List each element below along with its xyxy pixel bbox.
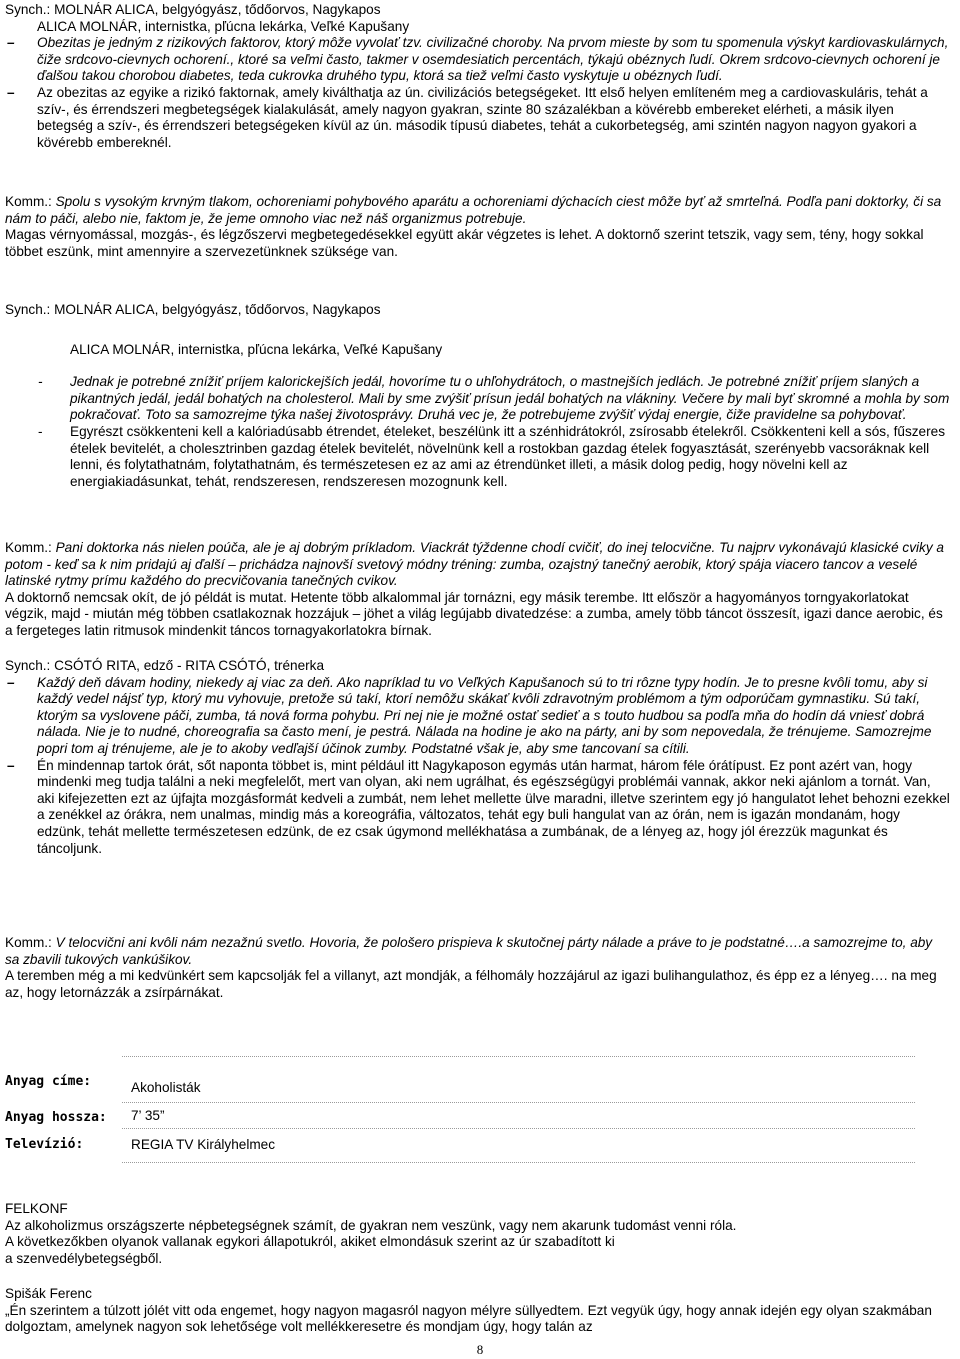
komm-block-2 [5,540,950,640]
komm-text-hungarian: A teremben még a mi kedvünkért sem kapcsolják fel a villanyt, azt mondják, a félhomály hozzájárul az igazi bulihangulathoz, és épp ez a lényeg…. na meg az, hogy letornázzák a zsírpárnákat. [5,968,937,1000]
felkonf-heading: FELKONF [5,1201,68,1216]
synch-speaker-line: Synch.: CSÓTÓ RITA, edző - RITA CSÓTÓ, trénerka [5,658,325,673]
television-label: Televízió: [5,1137,84,1152]
komm-text-slovak: Spolu s vysokým krvným tlakom, ochoreniami pohybového aparátu a ochoreniami dýchacích ciest môže byť až smrteľná. Podľa pani doktorky, či sa nám to páči, alebo nie, faktom je, že jeme omnoho viac než náš organizmus potrebuje. [5,194,942,226]
komm-text-slovak: Pani doktorka nás nielen poúča, ale je aj dobrým príkladom. Viackrát týždenne chodí cvičiť, do inej telocvične. Tu najprv vykonávajú klasické cviky a potom - keď sa k nim pridajú aj ďalší – prichádza najnovší svetový módny tréning: zumba, ozajstný tanečný aerobik, ktorý spája viacero tancov a veselé latinské rytmy prímu každého do precvičovania tanečných cvikov. [5,540,944,589]
metadata-divider [122,1056,915,1057]
synch-block-3 [5,658,950,857]
felkonf-block [5,1201,950,1267]
page-number: 8 [476,1342,484,1357]
komm-label: Komm.: [5,194,52,209]
metadata-divider [122,1162,915,1163]
metadata-divider [122,1102,915,1103]
synch-block-1 [5,2,950,151]
komm-text-hungarian: A doktornő nemcsak okít, de jó példát is mutat. Hetente több alkalommal jár tornázni, egy másik terembe. Itt először a hagyományos torngyakorlatokat végzik, majd - miután még többen csatlakoznak hozzájuk – jöhet a világ legújabb divatedzése: a zumba, amely több táncot összesít, igazi dance aerobic, és a fergeteges latin ritmusok mindenkit táncos tornagyakorlatokra bírnak. [5,589,943,638]
quote-hungarian: – Én mindennap tartok órát, sőt naponta többet is, mint például itt Nagykaposon egymás után harmat, három féle órátípust. Ez pont azért van, hogy mindenki meg tudja találni a neki megfelelőt, mert van olyan, aki nem ugrálhat, és egészségügyi problémái vannak, akkor neki ajánlom a tornát. Van, aki kifejezetten ezt az újfajta mozgásformát kedveli a zumbát, nem lehet mellette ülve maradni, illetve szerintem egy jó hangulatot lehet behozni ezekkel a zenékkel az órákra, nem unalmas, mindig más a koreográfia, változatos, tehát egy buli hangulat van az órán, nem is igazán mondanám, hogy edzünk, tehát mellette természetesen edzünk, de ez csak úgymond mellékhatása a zumbának, de a lényeg az, hogy jól érezzük magunkat és táncoljunk. [5,758,950,858]
speaker-name: Spišák Ferenc [5,1286,92,1301]
felkonf-paragraph: a szenvedélybetegségből. [5,1250,163,1266]
komm-label: Komm.: [5,935,52,950]
synch-block-2 [5,302,950,490]
komm-text-hungarian: Magas vérnyomással, mozgás-, és légzőszervi megbetegedésekkel együtt akár végzetes is lehet. A doktornő szerint tetszik, vagy sem, tény, hogy sokkal többet eszünk, mint amennyire a szervezetünknek szüksége van. [5,227,924,259]
television-value: REGIA TV Királyhelmec [131,1137,276,1152]
synch-speaker-line: Synch.: MOLNÁR ALICA, belgyógyász, tődőorvos, Nagykapos [5,302,381,317]
synch-speaker-line: Synch.: MOLNÁR ALICA, belgyógyász, tődőorvos, Nagykapos [5,2,381,17]
synch-speaker-line-translation: ALICA MOLNÁR, internistka, pľúcna lekárka, Veľké Kapušany [37,18,410,34]
material-title-label: Anyag címe: [5,1074,92,1089]
komm-text-slovak: V telocvični ani kvôli nám nezažnú svetlo. Hovoria, že pološero prispieva k skutočnej párty nálade a práve to je podstatné….a samozrejme to, aby sa zbavili tukových vankúšikov. [5,935,933,967]
quote-slovak: – Obezitas je jedným z rizikových faktorov, ktorý môže vyvolať tzv. civilizačné choroby. Na prvom mieste by som tu spomenula výskyt kardiovaskulárnych, čiže srdcovo-cievnych ochorení., ktoré sa veľmi často, takmer v osemdesiatich percentách, týkajú obéznych ľudí. Okrem srdcovo-cievnych ochorení je ďalšou takou chorobou diabetes, teda cukrovka druhého typu, ktorá sa tiež veľmi často vyskytuje u obéznych ľudí. [5,35,950,85]
komm-label: Komm.: [5,540,52,555]
speaker-quote: „Én szerintem a túlzott jólét vitt oda engemet, hogy nagyon magasról nagyon mélyre süllyedtem. Ezt vegyük úgy, hogy annak idején egy olyan szakmában dolgoztam, amelynek nagyon sok lehetősége volt mellékkeresetre és mondjam úgy, hogy talán az [5,1302,932,1335]
spisak-block [5,1286,950,1336]
quote-hungarian: – Az obezitas az egyike a rizikó faktornak, amely kiválthatja az ún. civilizációs betegségeket. Itt első helyen említeném meg a cardiovaskuláris, tehát a szív-, és érrendszeri megbetegségek kialakulását, amely nagyon gyakran, szinte 80 százalékban a kövérebb embereket elérheti, a másik ilyen betegség a szív-, és érrendszeri betegségeken kívül az ún. második típusú diabetes, tehát a cukorbetegség, ami szintén nagyon nagyon gyakori a kövérebb embereknél. [5,85,950,151]
quote-hungarian: - Egyrészt csökkenteni kell a kalóriadúsabb étrendet, ételeket, beszélünk itt a szénhidrátokról, zsírosabb ételekről. Csökkenteni kell a sós, fűszeres ételek bevitelét, a cholesztrinben gazdag ételek bevitelét, növelnünk kell a rostokban gazdag ételek fogyasztását, szerényebb vacsoráknak kell lenni, és folytathatnám, folytathatnám, és természetesen ez az ami az étrendünket illeti, a másik dolog pedig, hogy növelni kell az energiakiadásunkat, tehát, rendszeresen, rendszeresen mozognunk kell. [5,424,950,490]
material-length-label: Anyag hossza: [5,1110,107,1125]
material-title-value: Akoholisták [131,1080,201,1095]
felkonf-paragraph: Az alkoholizmus országszerte népbetegségnek számít, de gyakran nem veszünk, vagy nem akarunk tudomást venni róla. [5,1217,737,1233]
komm-block-3 [5,935,950,1001]
felkonf-paragraph: A következőkben olyanok vallanak egykori állapotukról, akiket elmondásuk szerint az úr szabadított ki [5,1234,615,1250]
quote-slovak: – Každý deň dávam hodiny, niekedy aj viac za deň. Ako napríklad tu vo Veľkých Kapušanoch sú to tri rôzne typy hodín. Je to presne kvôli tomu, aby si každý vedel nájsť typ, ktorý mu vyhovuje, pretože sú takí, ktorí nemôžu skákať kvôli zdravotným problémom a tým odporúčam gymnastiku. Sú takí, ktorým sa vyslovene páči, zumba, tá nová forma pohybu. Pri nej nie je možné ostať sedieť a s touto hudbou sa podľa mňa do hodín dá vniesť dobrá nálada. Nie je to nudné, choreografia sa často mení, je pestrá. Nálada na hodine je ako na párty, ani by som nepovedala, že trénujeme. Samozrejme popri tom aj trénujeme, ale je to akoby vedľajší účinok zumby. Podstatné však je, aby sme tancovaní sa cítili. [5,675,950,758]
material-length-value: 7’ 35” [131,1108,165,1123]
metadata-divider [122,1128,915,1129]
quote-slovak: - Jednak je potrebné znížiť príjem kalorickejších jedál, hovoríme tu o uhľohydrátoch, o mastnejších jedlách. Je potrebné znížiť príjem slaných a pikantných jedál, jedál bohatých na cholesterol. Mali by sme zvýšiť prísun jedál bohatých na vlákniny. Večere by mali byť skromné a mohla by som pokračovať. Toto sa samozrejme týka našej životosprávy. Druhá vec je, že potrebujeme zvýšiť výdaj energie, čiže pravidelne sa pohybovať. [5,374,950,424]
synch-speaker-line-translation: ALICA MOLNÁR, internistka, pľúcna lekárka, Veľké Kapušany [70,341,443,357]
komm-block-1 [5,194,950,260]
